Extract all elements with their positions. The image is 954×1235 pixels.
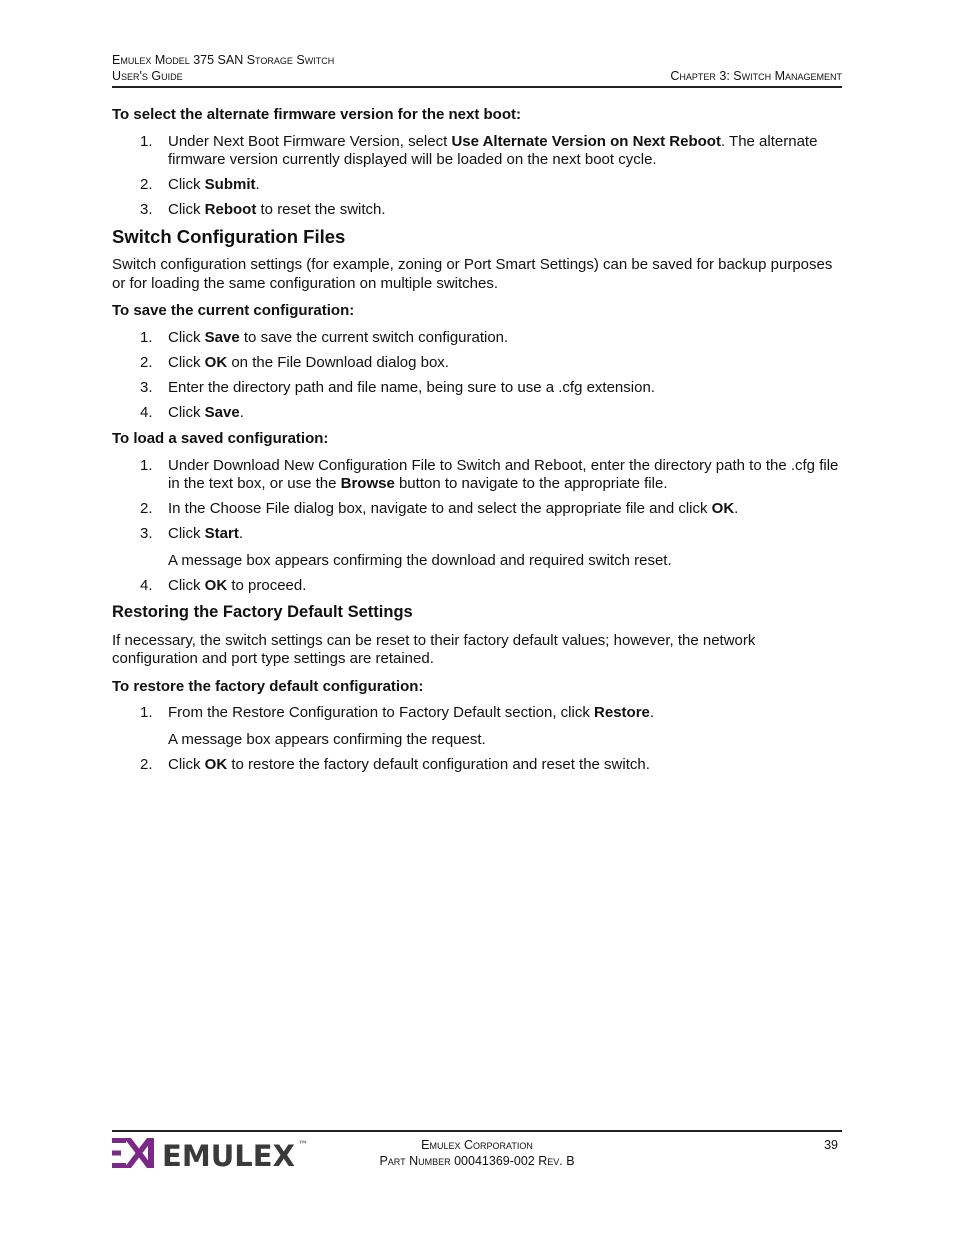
steps-alternate-firmware bbox=[112, 133, 842, 220]
procedure-title-load-config: To load a saved configuration: bbox=[112, 430, 329, 447]
list-item: 3. Click Reboot to reset the switch. bbox=[140, 201, 386, 218]
steps-restore-defaults bbox=[112, 704, 842, 723]
steps-restore-defaults-continued bbox=[112, 756, 842, 775]
procedure-title-alternate-firmware: To select the alternate firmware version for the next boot: bbox=[112, 106, 521, 123]
list-item: 2. In the Choose File dialog box, navigate to and select the appropriate file and click OK. bbox=[140, 500, 739, 517]
list-item: 3. Click Start. bbox=[140, 525, 244, 542]
list-item: 1. From the Restore Configuration to Factory Default section, click Restore. bbox=[140, 704, 655, 721]
procedure-title-save-config: To save the current configuration: bbox=[112, 302, 355, 319]
list-item: 4. Click Save. bbox=[140, 403, 244, 421]
list-item: 2. Click OK to restore the factory default configuration and reset the switch. bbox=[140, 755, 650, 773]
page-number: 39 bbox=[824, 1138, 838, 1152]
header-guide-title: User's Guide bbox=[112, 69, 183, 83]
emulex-logo-mark-icon bbox=[112, 1138, 154, 1168]
list-item: 4. Click OK to proceed. bbox=[140, 576, 307, 594]
list-item: 3. Enter the directory path and file name, being sure to use a .cfg extension. bbox=[140, 378, 655, 396]
list-item: 1. Under Next Boot Firmware Version, select Use Alternate Version on Next Reboot. The alternate firmware version currently displayed will be loaded on the next boot cycle. bbox=[140, 132, 818, 168]
paragraph-factory-defaults: If necessary, the switch settings can be reset to their factory default values; however, the network configuration and port type settings are retained. bbox=[112, 631, 756, 667]
section-heading-switch-config-files: Switch Configuration Files bbox=[112, 225, 346, 247]
steps-save-config bbox=[112, 329, 842, 423]
page-body bbox=[112, 106, 842, 782]
step-note-restore: A message box appears confirming the request. bbox=[168, 730, 486, 748]
header-chapter-title: Chapter 3: Switch Management bbox=[670, 69, 842, 83]
footer-part-number: Part Number 00041369-002 Rev. B bbox=[379, 1154, 575, 1168]
list-item: 2. Click Submit. bbox=[140, 176, 260, 193]
header-product-title: Emulex Model 375 SAN Storage Switch bbox=[112, 53, 335, 67]
footer-divider bbox=[112, 1130, 842, 1132]
emulex-logo-wordmark: EMULEX bbox=[162, 1139, 295, 1170]
section-heading-factory-defaults: Restoring the Factory Default Settings bbox=[112, 603, 413, 621]
list-item: 2. Click OK on the File Download dialog box. bbox=[140, 353, 449, 371]
footer-center bbox=[300, 1137, 654, 1169]
paragraph-switch-config: Switch configuration settings (for example, zoning or Port Smart Settings) can be saved for backup purposes or for loading the same configuration on multiple switches. bbox=[112, 256, 833, 292]
running-header-left bbox=[112, 52, 334, 84]
footer-company: Emulex Corporation bbox=[421, 1138, 533, 1152]
emulex-logo bbox=[112, 1136, 317, 1170]
trademark-symbol: ™ bbox=[298, 1140, 308, 1151]
step-note-load: A message box appears confirming the download and required switch reset. bbox=[168, 551, 672, 569]
list-item: 1. Under Download New Configuration File to Switch and Reboot, enter the directory path to the .cfg file in the text box, or use the Browse button to navigate to the appropriate file. bbox=[140, 456, 839, 492]
procedure-title-restore-defaults: To restore the factory default configuration: bbox=[112, 677, 424, 695]
steps-load-config bbox=[112, 457, 842, 544]
list-item: 1. Click Save to save the current switch configuration. bbox=[140, 328, 509, 346]
steps-load-config-continued bbox=[112, 577, 842, 596]
header-divider bbox=[112, 86, 842, 88]
